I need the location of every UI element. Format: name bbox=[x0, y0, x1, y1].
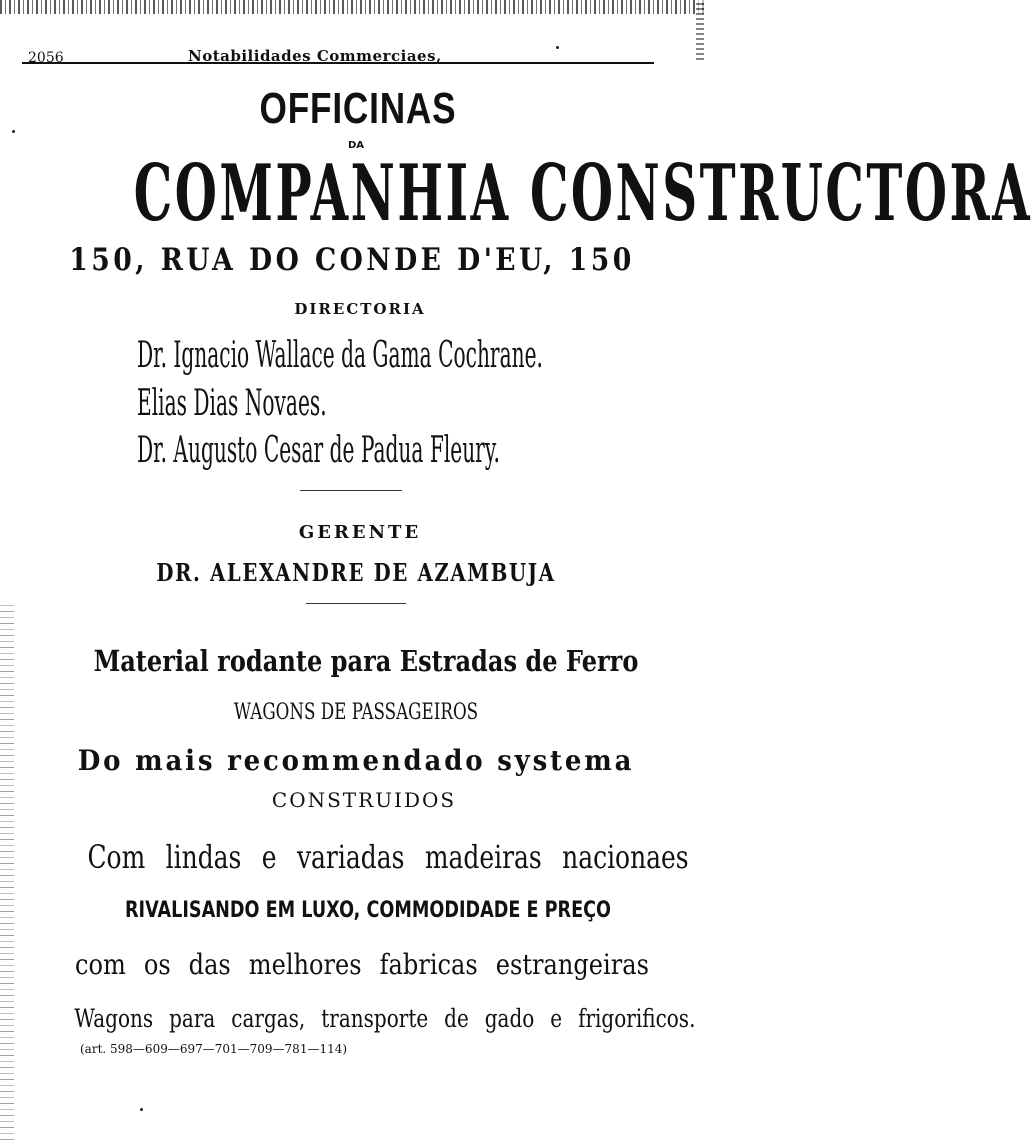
director-name: Dr. Ignacio Wallace da Gama Cochrane. bbox=[137, 335, 543, 376]
article-reference: (art. 598—609—697—701—709—781—114) bbox=[80, 1042, 348, 1056]
page-number: 2056 bbox=[28, 50, 64, 66]
scan-edge-top bbox=[0, 0, 704, 14]
ink-speck bbox=[140, 1108, 143, 1111]
divider-rule bbox=[300, 490, 402, 491]
construidos-line: CONSTRUIDOS bbox=[271, 788, 457, 812]
wagons-passageiros-line: WAGONS DE PASSAGEIROS bbox=[233, 700, 479, 725]
header-rule bbox=[22, 62, 654, 64]
manager-name: DR. ALEXANDRE DE AZAMBUJA bbox=[156, 558, 556, 587]
directoria-label: DIRECTORIA bbox=[294, 300, 426, 318]
foreign-factories-line: com os das melhores fabricas estrangeiras bbox=[75, 948, 649, 981]
gerente-label: GERENTE bbox=[298, 522, 422, 543]
ink-speck bbox=[556, 46, 559, 49]
woods-line: Com lindas e variadas madeiras nacionaes bbox=[87, 838, 689, 876]
director-name: Elias Dias Novaes. bbox=[137, 383, 327, 424]
company-name: COMPANHIA CONSTRUCTORA bbox=[133, 148, 1032, 239]
material-line: Material rodante para Estradas de Ferro bbox=[93, 644, 639, 678]
title-officinas: OFFICINAS bbox=[259, 84, 457, 133]
company-address: 150, RUA DO CONDE D'EU, 150 bbox=[69, 242, 635, 278]
scan-edge-right bbox=[696, 0, 704, 60]
recommended-system-line: Do mais recommendado systema bbox=[77, 744, 635, 777]
cargo-wagons-line: Wagons para cargas, transporte de gado e frigorificos. bbox=[74, 1004, 696, 1033]
director-name: Dr. Augusto Cesar de Padua Fleury. bbox=[137, 430, 500, 471]
connector-da: DA bbox=[347, 140, 365, 151]
ink-speck bbox=[12, 130, 15, 133]
running-head: Notabilidades Commerciaes, bbox=[188, 47, 442, 65]
rivalisando-line: RIVALISANDO EM LUXO, COMMODIDADE E PREÇO bbox=[124, 898, 612, 923]
divider-rule bbox=[306, 603, 406, 604]
scan-edge-left bbox=[0, 600, 14, 1140]
